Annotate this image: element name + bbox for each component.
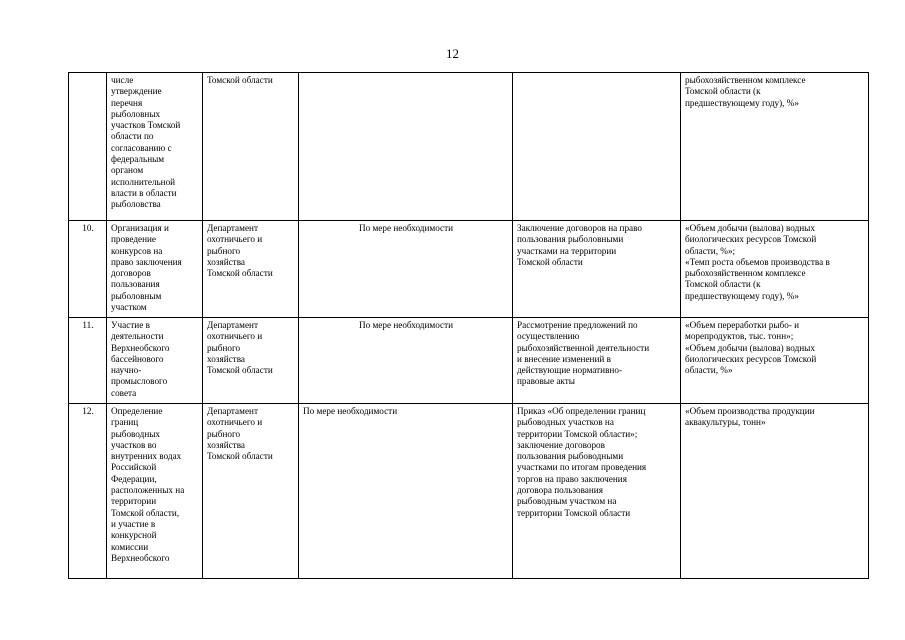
cell-line: рыболовства <box>111 199 161 210</box>
cell-line: и внесение изменений в <box>517 353 611 364</box>
cell-line: территории Томской области <box>517 507 631 518</box>
cell-line: совета <box>111 387 137 398</box>
cell-line: деятельности <box>111 331 164 342</box>
cell-line: конкурсной <box>111 530 157 541</box>
activity-cell <box>107 404 203 579</box>
cell-line: Приказ «Об определении границ <box>517 406 646 416</box>
cell-line: рыбохозяйственной деятельности <box>517 342 650 353</box>
cell-line: пользования <box>111 279 160 290</box>
cell-line: участками на территории <box>517 245 617 256</box>
cell-line: бассейнового <box>111 353 164 364</box>
cell-line: рыболовных <box>111 108 161 119</box>
result-cell <box>513 73 681 221</box>
result-cell <box>513 221 681 318</box>
cell-line: рыбоводным участком на <box>517 496 617 507</box>
cell-line: территории <box>111 496 157 507</box>
cell-line: охотничьего и <box>207 417 263 428</box>
cell-line: Участие в <box>111 320 150 330</box>
activity-cell <box>107 318 203 404</box>
table-row <box>69 318 869 404</box>
cell-line: предшествующему году), %» <box>685 97 799 108</box>
cell-line: «Объем производства продукции <box>685 406 815 416</box>
cell-line: «Темп роста объемов производства в <box>685 256 830 267</box>
cell-line: области, %»; <box>685 245 736 256</box>
page-number: 12 <box>446 46 459 61</box>
executor-cell <box>203 318 299 404</box>
indicator-cell <box>681 404 869 579</box>
cell-line: биологических ресурсов Томской <box>685 234 817 245</box>
cell-line: перечня <box>111 97 143 108</box>
cell-line: Верхнеобского <box>111 552 170 563</box>
row-number-cell: 10. <box>69 221 107 318</box>
cell-line: рыбного <box>207 342 241 353</box>
table-row <box>69 73 869 221</box>
cell-line: внутренних водах <box>111 451 182 462</box>
cell-line: области, %» <box>685 365 733 376</box>
cell-line: рыбного <box>207 428 241 439</box>
cell-line: рыбохозяйственном комплексе <box>685 268 806 279</box>
deadline-cell <box>299 404 513 579</box>
cell-line: действующие нормативно- <box>517 365 623 376</box>
cell-line: охотничьего и <box>207 234 263 245</box>
cell-line: комиссии <box>111 541 149 552</box>
executor-cell <box>203 221 299 318</box>
cell-line: Федерации, <box>111 473 157 484</box>
cell-line: и участие в <box>111 518 156 529</box>
cell-line: утверждение <box>111 86 162 97</box>
cell-line: По мере необходимости <box>303 406 398 416</box>
cell-line: хозяйства <box>207 256 245 267</box>
result-cell <box>513 404 681 579</box>
row-number-cell: 12. <box>69 404 107 579</box>
cell-line: Томской области (к <box>685 86 761 97</box>
cell-line: участком <box>111 302 147 313</box>
cell-line: пользования рыбоводными <box>517 451 624 462</box>
activity-cell <box>107 221 203 318</box>
cell-line: участков во <box>111 439 157 450</box>
executor-cell <box>203 73 299 221</box>
cell-line: территории Томской области»; <box>517 428 638 439</box>
cell-line: проведение <box>111 234 157 245</box>
program-table <box>68 72 869 579</box>
executor-cell <box>203 404 299 579</box>
cell-line: рыбоводных <box>111 428 160 439</box>
cell-line: Томской области <box>207 268 273 279</box>
cell-line: Томской области <box>517 256 583 267</box>
indicator-cell <box>681 221 869 318</box>
cell-line: хозяйства <box>207 353 245 364</box>
cell-line: области по <box>111 131 154 142</box>
cell-line: «Объем переработки рыбо- и <box>685 320 800 330</box>
deadline-cell <box>299 221 513 318</box>
deadline-cell <box>299 318 513 404</box>
cell-line: Российской <box>111 462 157 473</box>
cell-line: расположенных на <box>111 485 185 496</box>
cell-line: рыбохозяйственном комплексе <box>685 75 806 85</box>
cell-line: федеральным <box>111 154 165 165</box>
cell-line: морепродуктов, тыс. тонн»; <box>685 331 794 342</box>
cell-line: Департамент <box>207 320 258 330</box>
cell-line: биологических ресурсов Томской <box>685 353 817 364</box>
cell-line: Томской области <box>207 451 273 462</box>
cell-line: органом <box>111 165 144 176</box>
cell-line: охотничьего и <box>207 331 263 342</box>
cell-line: хозяйства <box>207 439 245 450</box>
cell-line: Томской области <box>207 365 273 376</box>
activity-cell <box>107 73 203 221</box>
cell-line: заключение договоров <box>517 439 605 450</box>
cell-line: Томской области, <box>111 507 180 518</box>
cell-line: «Объем добычи (вылова) водных <box>685 342 815 353</box>
cell-line: промыслового <box>111 376 168 387</box>
cell-line: исполнительной <box>111 176 176 187</box>
cell-line: Департамент <box>207 406 258 416</box>
cell-line: аквакультуры, тонн» <box>685 417 766 428</box>
table-row <box>69 404 869 579</box>
cell-line: торгов на право заключения <box>517 473 627 484</box>
cell-line: По мере необходимости <box>358 223 454 233</box>
cell-line: договоров <box>111 268 151 279</box>
cell-line: научно- <box>111 365 142 376</box>
cell-line: Организация и <box>111 223 169 233</box>
cell-line: «Объем добычи (вылова) водных <box>685 223 815 233</box>
cell-line: осуществлению <box>517 331 580 342</box>
cell-line: согласованию с <box>111 142 172 153</box>
deadline-cell <box>299 73 513 221</box>
cell-line: власти в области <box>111 187 177 198</box>
row-number-cell <box>69 73 107 221</box>
cell-line: рыбного <box>207 245 241 256</box>
cell-line: предшествующему году), %» <box>685 290 799 301</box>
cell-line: По мере необходимости <box>358 320 454 330</box>
cell-line: Томской области <box>207 75 273 85</box>
cell-line: рыбоводных участков на <box>517 417 614 428</box>
cell-line: Верхнеобского <box>111 342 170 353</box>
indicator-cell <box>681 73 869 221</box>
cell-line: Рассмотрение предложений по <box>517 320 638 330</box>
cell-line: пользования рыболовными <box>517 234 624 245</box>
cell-line: числе <box>111 75 134 85</box>
cell-line: Томской области (к <box>685 279 761 290</box>
cell-line: участков Томской <box>111 120 181 131</box>
cell-line: Департамент <box>207 223 258 233</box>
cell-line: Заключение договоров на право <box>517 223 642 233</box>
cell-line: конкурсов на <box>111 245 163 256</box>
table-row <box>69 221 869 318</box>
cell-line: рыболовным <box>111 290 162 301</box>
cell-line: право заключения <box>111 256 182 267</box>
result-cell <box>513 318 681 404</box>
cell-line: правовые акты <box>517 376 575 387</box>
indicator-cell <box>681 318 869 404</box>
cell-line: договора пользования <box>517 485 603 496</box>
cell-line: Определение <box>111 406 163 416</box>
row-number-cell: 11. <box>69 318 107 404</box>
cell-line: участками по итогам проведения <box>517 462 647 473</box>
cell-line: границ <box>111 417 139 428</box>
